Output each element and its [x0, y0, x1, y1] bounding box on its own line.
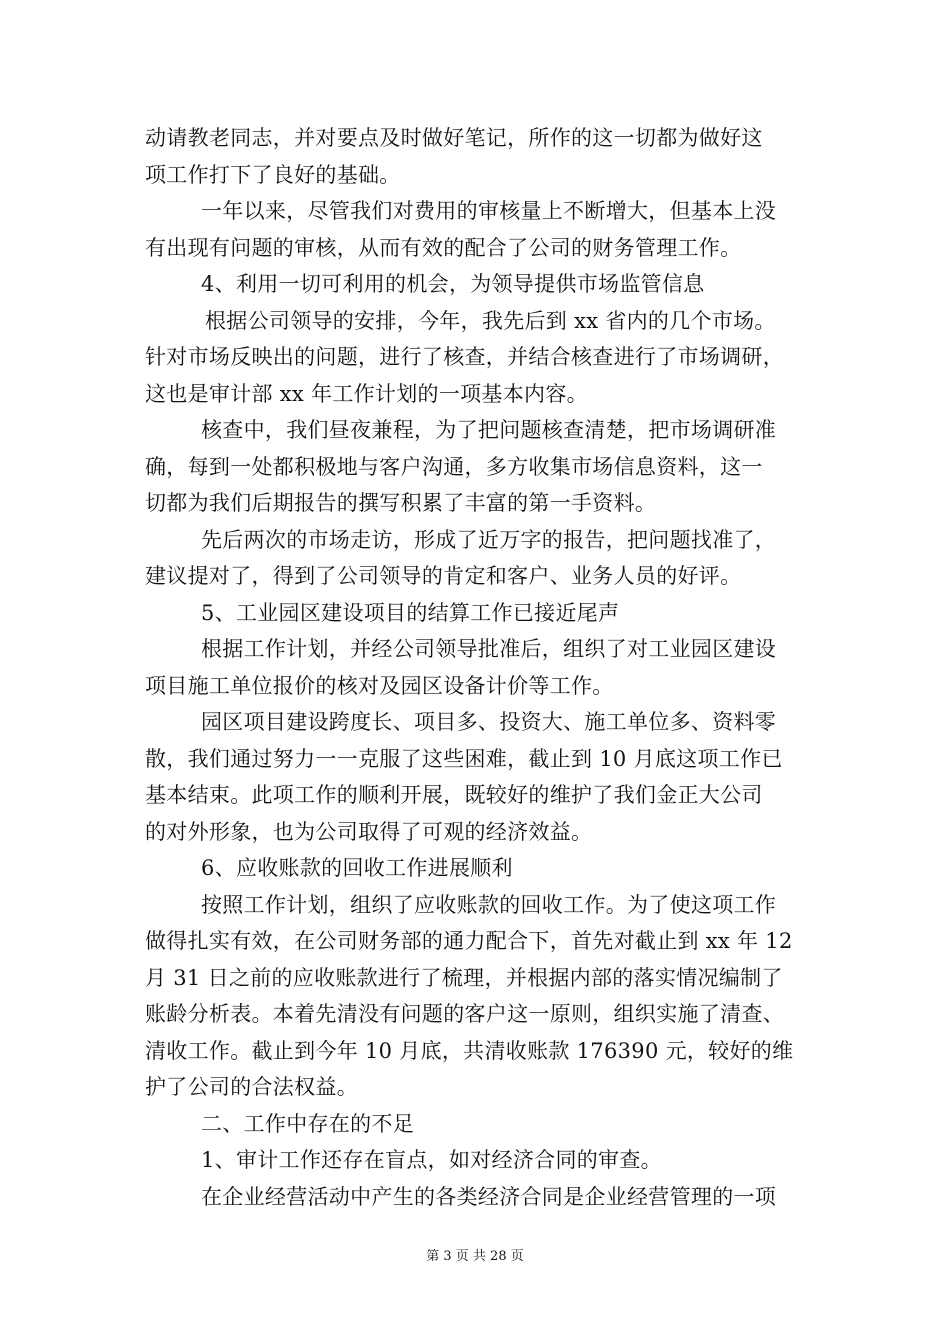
- text-line-25: 账龄分析表。本着先清没有问题的客户这一原则，组织实施了清查、: [145, 1002, 784, 1026]
- text-line-11: 切都为我们后期报告的撰写积累了丰富的第一手资料。: [145, 491, 657, 515]
- text-line-2: 项工作打下了良好的基础。: [145, 163, 401, 187]
- text-line-13: 建议提对了，得到了公司领导的肯定和客户、业务人员的好评。: [145, 564, 742, 588]
- text-line-19: 基本结束。此项工作的顺利开展，既较好的维护了我们金正大公司: [145, 783, 763, 807]
- text-line-1: 动请教老同志，并对要点及时做好笔记，所作的这一切都为做好这: [145, 126, 763, 150]
- text-line-20: 的对外形象，也为公司取得了可观的经济效益。: [145, 820, 593, 844]
- text-line-12: 先后两次的市场走访，形成了近万字的报告，把问题找准了，: [201, 528, 777, 552]
- section-heading-deficiencies: 二、工作中存在的不足: [201, 1112, 414, 1136]
- section-heading-6: 6、应收账款的回收工作进展顺利: [201, 856, 513, 880]
- subsection-heading-1: 1、审计工作还存在盲点，如对经济合同的审查。: [201, 1148, 662, 1172]
- text-line-6: 根据公司领导的安排，今年，我先后到 xx 省内的几个市场。: [205, 309, 776, 333]
- text-line-7: 针对市场反映出的问题，进行了核查，并结合核查进行了市场调研，: [145, 345, 784, 369]
- text-line-22: 按照工作计划，组织了应收账款的回收工作。为了使这项工作: [201, 893, 777, 917]
- text-line-4: 有出现有问题的审核，从而有效的配合了公司的财务管理工作。: [145, 236, 742, 260]
- text-line-26: 清收工作。截止到今年 10 月底，共清收账款 176390 元，较好的维: [145, 1039, 794, 1063]
- text-line-8: 这也是审计部 xx 年工作计划的一项基本内容。: [145, 382, 588, 406]
- text-line-16: 项目施工单位报价的核对及园区设备计价等工作。: [145, 674, 614, 698]
- section-heading-4: 4、利用一切可利用的机会，为领导提供市场监管信息: [201, 272, 705, 296]
- section-heading-5: 5、工业园区建设项目的结算工作已接近尾声: [201, 601, 620, 625]
- text-line-27: 护了公司的合法权益。: [145, 1075, 358, 1099]
- text-line-18: 散，我们通过努力一一克服了这些困难，截止到 10 月底这项工作已: [145, 747, 783, 771]
- page-number-footer: 第 3 页 共 28 页: [426, 1249, 524, 1264]
- text-line-23: 做得扎实有效，在公司财务部的通力配合下，首先对截止到 xx 年 12: [145, 929, 793, 953]
- text-line-17: 园区项目建设跨度长、项目多、投资大、施工单位多、资料零: [201, 710, 777, 734]
- text-line-9: 核查中，我们昼夜兼程，为了把问题核查清楚，把市场调研准: [201, 418, 777, 442]
- text-line-3: 一年以来，尽管我们对费用的审核量上不断增大，但基本上没: [201, 199, 777, 223]
- text-line-15: 根据工作计划，并经公司领导批准后，组织了对工业园区建设: [201, 637, 777, 661]
- text-line-24: 月 31 日之前的应收账款进行了梳理，并根据内部的落实情况编制了: [145, 966, 783, 990]
- text-line-30: 在企业经营活动中产生的各类经济合同是企业经营管理的一项: [201, 1185, 777, 1209]
- text-line-10: 确，每到一处都积极地与客户沟通，多方收集市场信息资料，这一: [145, 455, 763, 479]
